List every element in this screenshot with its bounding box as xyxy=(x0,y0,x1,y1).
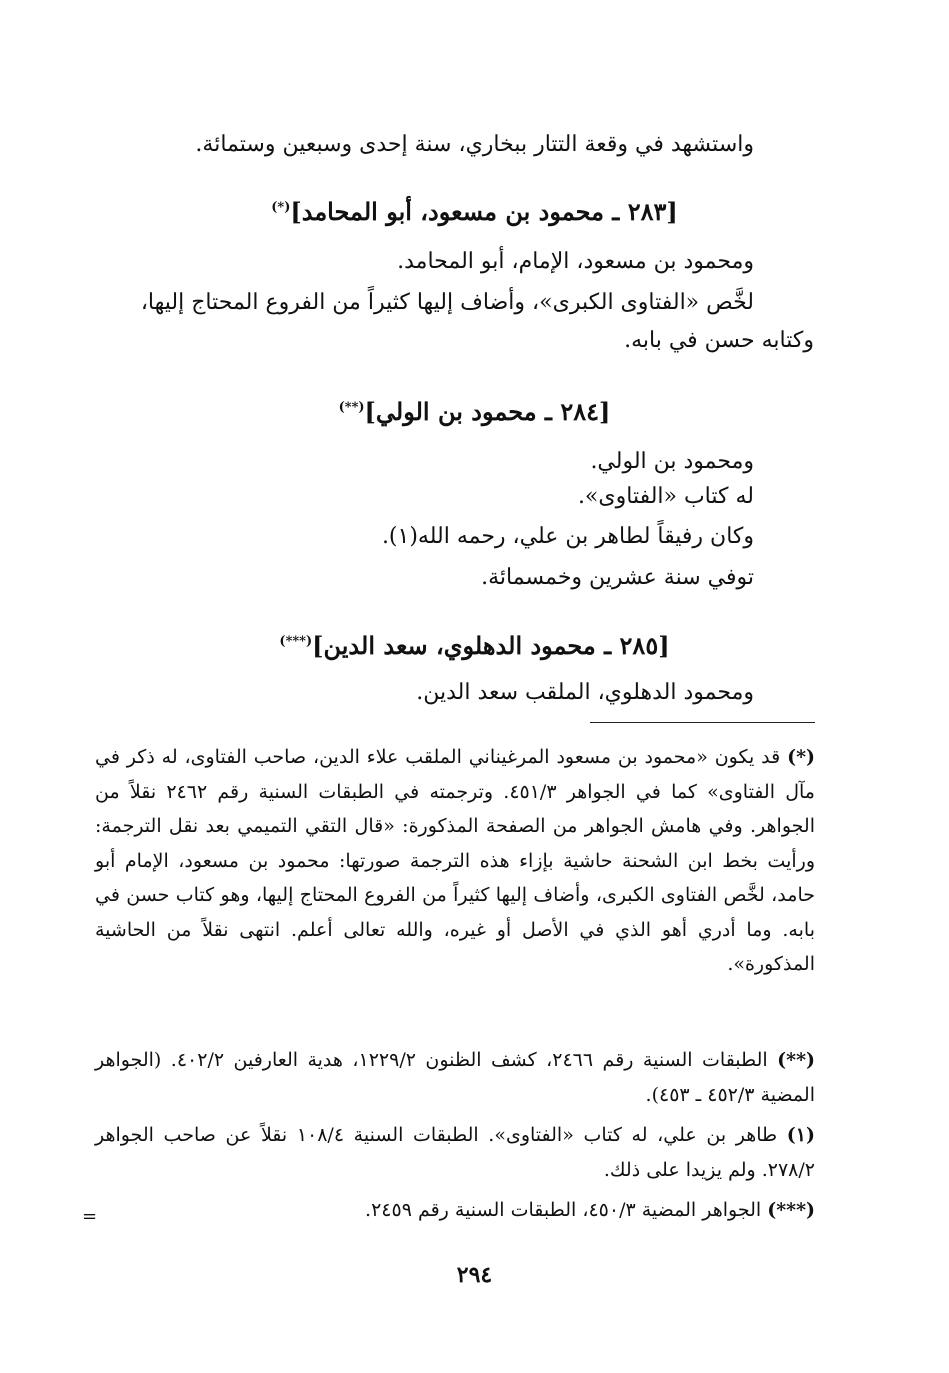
footnote-4 xyxy=(95,1193,815,1228)
footnote-mark: (*) xyxy=(787,746,815,768)
footnote-text: طاهر بن علي، له كتاب «الفتاوى». الطبقات السنية ١٠٨/٤ نقلاً عن صاحب الجواهر ٢٧٨/٢. ولم يزيدا على ذلك. xyxy=(95,1124,815,1181)
entry-heading-285 xyxy=(0,624,949,664)
footnote-text: الجواهر المضية ٤٥٠/٣، الطبقات السنية رقم ٢٤٥٩. xyxy=(365,1199,762,1221)
footnote-2 xyxy=(95,1043,815,1112)
page-number: ٢٩٤ xyxy=(456,1262,493,1288)
continuation-mark: = xyxy=(82,1206,98,1227)
entry-line: وكتابه حسن في بابه. xyxy=(624,328,814,353)
entry-line: ومحمود الدهلوي، الملقب سعد الدين. xyxy=(416,680,754,705)
entry-heading-text: [٢٨٥ ـ محمود الدهلوي، سعد الدين] xyxy=(312,631,670,660)
entry-line: وكان رفيقاً لطاهر بن علي، رحمه الله(١). xyxy=(381,524,754,549)
footnote-1 xyxy=(95,740,815,982)
entry-line: ومحمود بن مسعود، الإمام، أبو المحامد. xyxy=(397,249,754,274)
footnote-separator xyxy=(590,722,815,723)
footnote-text: الطبقات السنية رقم ٢٤٦٦، كشف الظنون ١٢٢٩/٢، هدية العارفين ٤٠٢/٢. (الجواهر المضية ٤٥٢/٣ ـ ٤٥٣). xyxy=(95,1049,815,1106)
entry-heading-mark: (**) xyxy=(338,400,365,415)
entry-line: له كتاب «الفتاوى». xyxy=(577,484,754,509)
footnote-3 xyxy=(95,1118,815,1187)
footnote-mark: (**) xyxy=(777,1049,816,1071)
entry-heading-text: [٢٨٣ ـ محمود بن مسعود، أبو المحامد] xyxy=(290,197,678,226)
entry-heading-mark: (*) xyxy=(271,200,291,215)
entry-heading-text: [٢٨٤ ـ محمود بن الولي] xyxy=(364,397,611,426)
entry-heading-283 xyxy=(0,190,949,230)
entry-line: توفي سنة عشرين وخمسمائة. xyxy=(481,565,754,590)
footnote-mark: (١) xyxy=(786,1124,816,1146)
entry-line: ومحمود بن الولي. xyxy=(590,449,754,474)
entry-heading-284 xyxy=(0,390,949,430)
footnote-mark: (***) xyxy=(767,1199,815,1221)
footnote-text: قد يكون «محمود بن مسعود المرغيناني الملقب علاء الدين، صاحب الفتاوى، له ذكر في مآل الفتاوى» كما في الجواهر ٤٥١/٣. وترجمته في الطبقات السنية رقم ٢٤٦٢ نقلاً من الجواهر. وفي هامش الجواهر من الصفحة المذكورة: «قال التقي التميمي بعد نقل الترجمة: ورأيت بخط ابن الشحنة حاشية بإزاء هذه الترجمة صورتها: محمود بن مسعود، الإمام أبو حامد، لخَّص الفتاوى الكبرى، وأضاف إليها كثيراً من الفروع المحتاج إليها، وهو كتاب حسن في بابه. وما أدري أهو الذي في الأصل أو غيره، والله تعالى أعلم. انتهى نقلاً من الحاشية المذكورة». xyxy=(95,746,815,975)
intro-line: واستشهد في وقعة التتار ببخاري، سنة إحدى وسبعين وستمائة. xyxy=(195,132,754,157)
entry-line: لخَّص «الفتاوى الكبرى»، وأضاف إليها كثيراً من الفروع المحتاج إليها، xyxy=(140,290,754,315)
entry-heading-mark: (***) xyxy=(279,634,313,649)
